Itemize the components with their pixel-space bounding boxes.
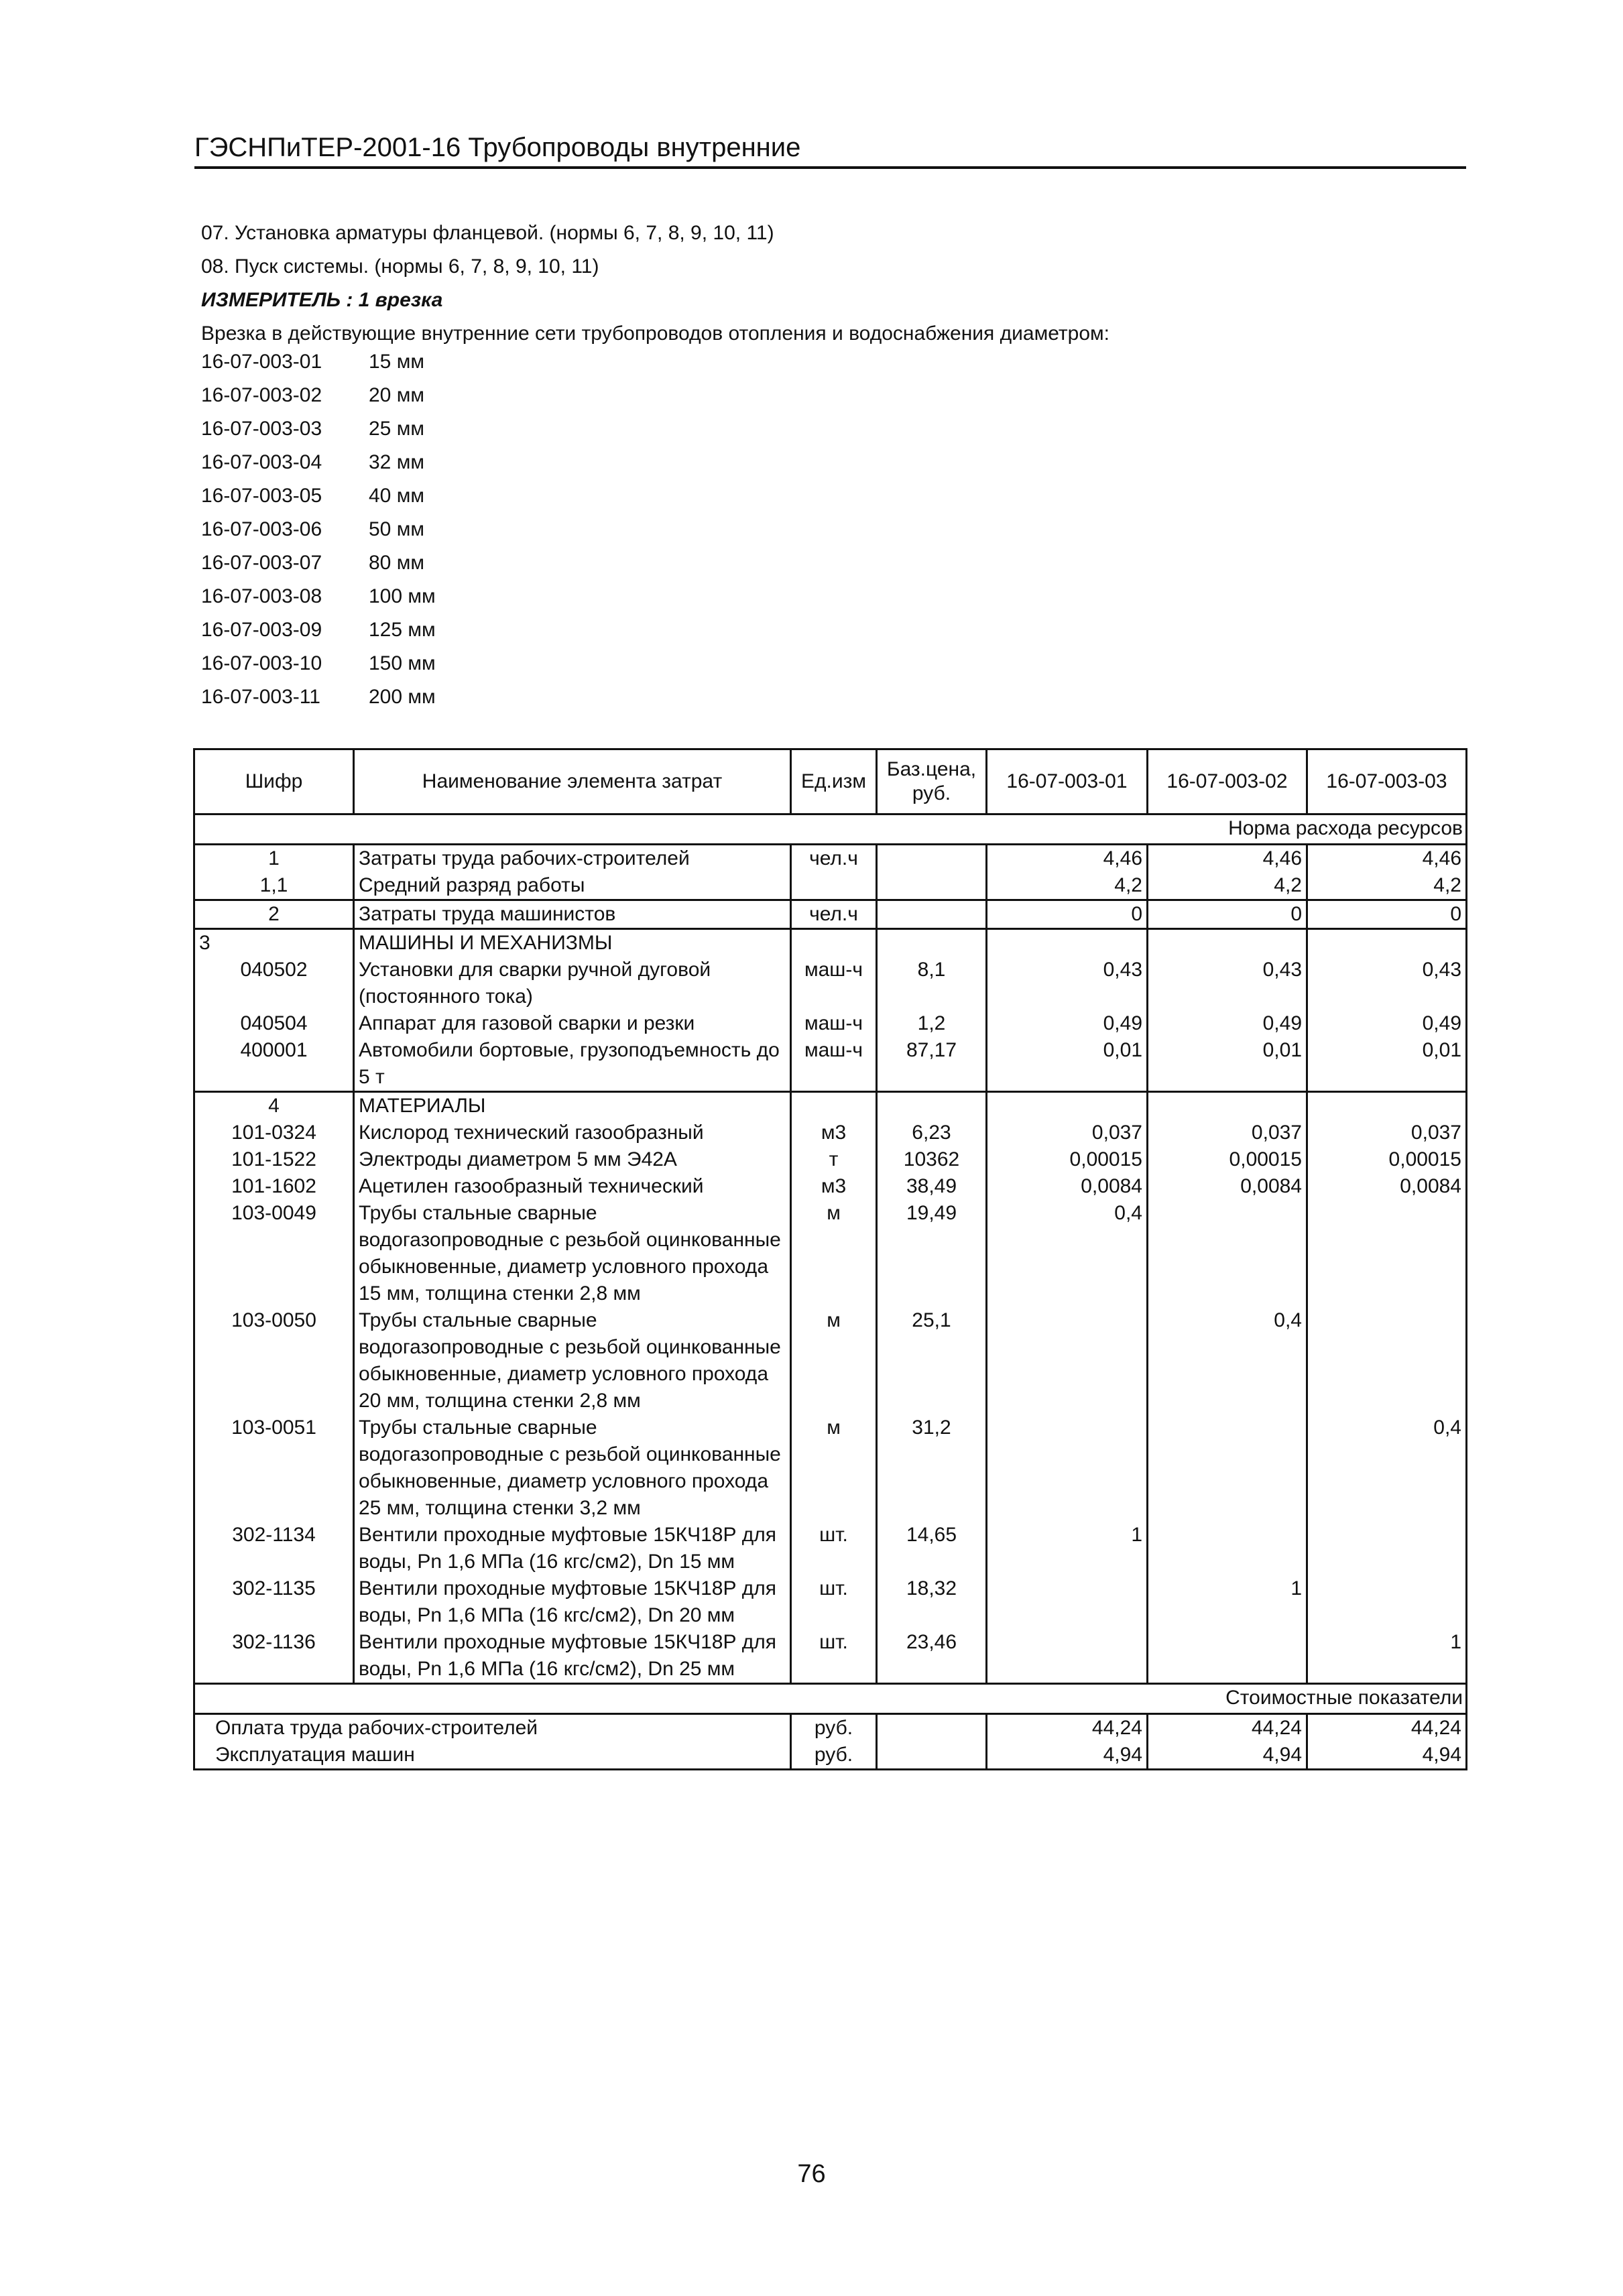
- cell-unit: [791, 929, 877, 957]
- cell-unit: м3: [791, 1120, 877, 1146]
- header-name: Наименование элемента затрат: [354, 749, 791, 814]
- cell-name: Трубы стальные сварные водогазопроводные с резьбой оцинкованные обыкновенные, диаметр условного прохода 25 мм, толщина стенки 3,2 мм: [354, 1414, 791, 1522]
- cell-unit: [791, 872, 877, 900]
- cell-norm-03: 4,46: [1307, 845, 1467, 873]
- cell-norm-02: 4,46: [1148, 845, 1307, 873]
- cell-norm-02: 0: [1148, 900, 1307, 929]
- diameter-value: 20 мм: [369, 384, 424, 406]
- cost-value-03: 44,24: [1307, 1714, 1467, 1742]
- cell-unit: чел.ч: [791, 900, 877, 929]
- cell-name: Трубы стальные сварные водогазопроводные с резьбой оцинкованные обыкновенные, диаметр условного прохода 15 мм, толщина стенки 2,8 мм: [354, 1200, 791, 1307]
- intro-line-08: 08. Пуск системы. (нормы 6, 7, 8, 9, 10, 11): [201, 255, 599, 278]
- cell-norm-02: 0,01: [1148, 1037, 1307, 1092]
- cell-price: 87,17: [877, 1037, 987, 1092]
- code-value: 16-07-003-02: [201, 384, 322, 406]
- cell-price: 18,32: [877, 1575, 987, 1629]
- code-value: 16-07-003-07: [201, 552, 322, 574]
- cell-norm-02: [1148, 1414, 1307, 1522]
- cell-norm-02: [1148, 1629, 1307, 1684]
- cell-norm-01: 0,49: [987, 1010, 1148, 1037]
- header-code: Шифр: [194, 749, 354, 814]
- diameter-value: 100 мм: [369, 585, 436, 607]
- cell-norm-02: [1148, 929, 1307, 957]
- cell-norm-01: 0,00015: [987, 1146, 1148, 1173]
- cell-name: Автомобили бортовые, грузоподъемность до 5 т: [354, 1037, 791, 1092]
- code-value: 16-07-003-05: [201, 485, 322, 507]
- cell-code: 400001: [194, 1037, 354, 1092]
- cell-price: 38,49: [877, 1173, 987, 1200]
- cell-unit: маш-ч: [791, 1010, 877, 1037]
- cell-norm-02: [1148, 1092, 1307, 1120]
- cell-unit: м3: [791, 1173, 877, 1200]
- cell-norm-01: 4,46: [987, 845, 1148, 873]
- cost-value-01: 4,94: [987, 1742, 1148, 1770]
- cell-code: 103-0051: [194, 1414, 354, 1522]
- cell-norm-03: 0,4: [1307, 1414, 1467, 1522]
- cell-norm-01: 0,43: [987, 957, 1148, 1010]
- cell-norm-01: 0,037: [987, 1120, 1148, 1146]
- cell-unit: шт.: [791, 1629, 877, 1684]
- cell-norm-03: 0,037: [1307, 1120, 1467, 1146]
- cell-norm-01: [987, 1629, 1148, 1684]
- cell-code: 2: [194, 900, 354, 929]
- table-row: [194, 1629, 1467, 1684]
- cell-norm-02: 1: [1148, 1575, 1307, 1629]
- cell-norm-03: 1: [1307, 1629, 1467, 1684]
- code-value: 16-07-003-08: [201, 585, 322, 607]
- cell-code: 302-1135: [194, 1575, 354, 1629]
- cell-norm-01: [987, 1307, 1148, 1414]
- cell-price: 8,1: [877, 957, 987, 1010]
- cell-name: Установки для сварки ручной дуговой (постоянного тока): [354, 957, 791, 1010]
- cost-value-02: 4,94: [1148, 1742, 1307, 1770]
- cell-name: Ацетилен газообразный технический: [354, 1173, 791, 1200]
- cell-price: 10362: [877, 1146, 987, 1173]
- header-norm-01: 16-07-003-01: [987, 749, 1148, 814]
- code-value: 16-07-003-09: [201, 619, 322, 641]
- table-row: [194, 1037, 1467, 1092]
- header-unit: Ед.изм: [791, 749, 877, 814]
- diameter-value: 32 мм: [369, 451, 424, 473]
- cell-norm-02: 0,49: [1148, 1010, 1307, 1037]
- band-label: Норма расхода ресурсов: [194, 814, 1467, 845]
- code-value: 16-07-003-03: [201, 418, 322, 440]
- cell-price: 6,23: [877, 1120, 987, 1146]
- cell-price: 25,1: [877, 1307, 987, 1414]
- cell-norm-03: 0,00015: [1307, 1146, 1467, 1173]
- page-title: ГЭСНПиТЕР-2001-16 Трубопроводы внутренние: [194, 133, 801, 162]
- cell-norm-01: 1: [987, 1522, 1148, 1575]
- cell-norm-03: [1307, 1522, 1467, 1575]
- cell-code: 040504: [194, 1010, 354, 1037]
- cell-name: Трубы стальные сварные водогазопроводные с резьбой оцинкованные обыкновенные, диаметр условного прохода 20 мм, толщина стенки 2,8 мм: [354, 1307, 791, 1414]
- cell-name: Средний разряд работы: [354, 872, 791, 900]
- section-band-cost: [194, 1684, 1467, 1714]
- header-divider: [194, 166, 1466, 169]
- cell-norm-01: [987, 1414, 1148, 1522]
- cell-norm-03: [1307, 929, 1467, 957]
- cell-norm-03: 0,0084: [1307, 1173, 1467, 1200]
- cost-row: [194, 1742, 1467, 1770]
- diameter-value: 40 мм: [369, 485, 424, 507]
- cell-unit: м: [791, 1200, 877, 1307]
- cell-price: 19,49: [877, 1200, 987, 1307]
- header-price: Баз.цена, руб.: [877, 749, 987, 814]
- code-value: 16-07-003-10: [201, 652, 322, 674]
- cell-norm-03: 4,2: [1307, 872, 1467, 900]
- table-row: [194, 957, 1467, 1010]
- cell-name: Затраты труда рабочих-строителей: [354, 845, 791, 873]
- cost-unit: руб.: [791, 1742, 877, 1770]
- diameter-value: 50 мм: [369, 518, 424, 540]
- table-row: [194, 1173, 1467, 1200]
- diameter-value: 80 мм: [369, 552, 424, 574]
- table-row: [194, 872, 1467, 900]
- cell-unit: м: [791, 1414, 877, 1522]
- cost-value-02: 44,24: [1148, 1714, 1307, 1742]
- cell-norm-03: [1307, 1575, 1467, 1629]
- cell-unit: шт.: [791, 1575, 877, 1629]
- cost-name: Оплата труда рабочих-строителей: [194, 1714, 791, 1742]
- cell-norm-03: 0,49: [1307, 1010, 1467, 1037]
- cell-norm-03: 0,01: [1307, 1037, 1467, 1092]
- cell-name: МАТЕРИАЛЫ: [354, 1092, 791, 1120]
- cell-norm-01: [987, 1092, 1148, 1120]
- cell-norm-01: 0,01: [987, 1037, 1148, 1092]
- cell-norm-02: 4,2: [1148, 872, 1307, 900]
- cell-code: 040502: [194, 957, 354, 1010]
- cell-code: 103-0049: [194, 1200, 354, 1307]
- table-row: [194, 1414, 1467, 1522]
- diameter-value: 200 мм: [369, 686, 436, 708]
- cell-price: [877, 1092, 987, 1120]
- cell-norm-02: [1148, 1522, 1307, 1575]
- cell-price: 31,2: [877, 1414, 987, 1522]
- cell-unit: маш-ч: [791, 1037, 877, 1092]
- cell-code: 1: [194, 845, 354, 873]
- cost-row: [194, 1714, 1467, 1742]
- table-row: [194, 1010, 1467, 1037]
- cell-price: 14,65: [877, 1522, 987, 1575]
- cell-name: Электроды диаметром 5 мм Э42А: [354, 1146, 791, 1173]
- page-number: 76: [797, 2160, 826, 2188]
- cell-unit: чел.ч: [791, 845, 877, 873]
- intro-description: Врезка в действующие внутренние сети трубопроводов отопления и водоснабжения диаметром:: [201, 322, 1109, 345]
- cost-name: Эксплуатация машин: [194, 1742, 791, 1770]
- code-value: 16-07-003-11: [201, 686, 320, 708]
- table-row: [194, 845, 1467, 873]
- cell-code: 4: [194, 1092, 354, 1120]
- cell-norm-03: [1307, 1307, 1467, 1414]
- cell-norm-01: 0,4: [987, 1200, 1148, 1307]
- cell-norm-02: 0,4: [1148, 1307, 1307, 1414]
- cell-name: Вентили проходные муфтовые 15КЧ18Р для воды, Pn 1,6 МПа (16 кгс/см2), Dn 15 мм: [354, 1522, 791, 1575]
- cell-norm-03: [1307, 1092, 1467, 1120]
- cell-norm-01: 0: [987, 900, 1148, 929]
- cell-norm-03: [1307, 1200, 1467, 1307]
- table-row: [194, 1146, 1467, 1173]
- cell-unit: [791, 1092, 877, 1120]
- code-value: 16-07-003-04: [201, 451, 322, 473]
- cost-value-03: 4,94: [1307, 1742, 1467, 1770]
- measure-unit: ИЗМЕРИТЕЛЬ : 1 врезка: [201, 289, 443, 311]
- diameter-value: 150 мм: [369, 652, 436, 674]
- diameter-value: 15 мм: [369, 351, 424, 373]
- diameter-value: 25 мм: [369, 418, 424, 440]
- cell-unit: т: [791, 1146, 877, 1173]
- cell-name: Затраты труда машинистов: [354, 900, 791, 929]
- table-row: [194, 1575, 1467, 1629]
- diameter-value: 125 мм: [369, 619, 436, 641]
- cell-price: [877, 929, 987, 957]
- cell-code: 3: [194, 929, 354, 957]
- code-value: 16-07-003-01: [201, 351, 322, 373]
- cell-norm-01: [987, 929, 1148, 957]
- table-row-section: [194, 929, 1467, 957]
- cell-price: 23,46: [877, 1629, 987, 1684]
- cell-norm-03: 0,43: [1307, 957, 1467, 1010]
- resource-table: [193, 748, 1467, 1770]
- cell-code: 103-0050: [194, 1307, 354, 1414]
- cell-price: [877, 845, 987, 873]
- cell-name: Вентили проходные муфтовые 15КЧ18Р для воды, Pn 1,6 МПа (16 кгс/см2), Dn 25 мм: [354, 1629, 791, 1684]
- band-label: Стоимостные показатели: [194, 1684, 1467, 1714]
- cost-unit: руб.: [791, 1714, 877, 1742]
- cell-code: 302-1134: [194, 1522, 354, 1575]
- cost-price: [877, 1742, 987, 1770]
- cell-norm-01: 4,2: [987, 872, 1148, 900]
- cell-code: 101-1522: [194, 1146, 354, 1173]
- cell-code: 1,1: [194, 872, 354, 900]
- table-row: [194, 1307, 1467, 1414]
- table-row-section: [194, 1092, 1467, 1120]
- cell-name: Кислород технический газообразный: [354, 1120, 791, 1146]
- cell-unit: м: [791, 1307, 877, 1414]
- table-row: [194, 900, 1467, 929]
- intro-line-07: 07. Установка арматуры фланцевой. (нормы 6, 7, 8, 9, 10, 11): [201, 222, 774, 244]
- table-row: [194, 1120, 1467, 1146]
- cell-name: МАШИНЫ И МЕХАНИЗМЫ: [354, 929, 791, 957]
- cell-norm-03: 0: [1307, 900, 1467, 929]
- header-norm-03: 16-07-003-03: [1307, 749, 1467, 814]
- cell-norm-02: 0,0084: [1148, 1173, 1307, 1200]
- cell-norm-02: 0,037: [1148, 1120, 1307, 1146]
- cell-code: 302-1136: [194, 1629, 354, 1684]
- cell-norm-02: 0,00015: [1148, 1146, 1307, 1173]
- cell-code: 101-0324: [194, 1120, 354, 1146]
- cost-price: [877, 1714, 987, 1742]
- cell-name: Аппарат для газовой сварки и резки: [354, 1010, 791, 1037]
- section-band-norm: [194, 814, 1467, 845]
- code-value: 16-07-003-06: [201, 518, 322, 540]
- table-header-row: [194, 749, 1467, 814]
- cell-price: [877, 900, 987, 929]
- cell-price: [877, 872, 987, 900]
- cell-unit: маш-ч: [791, 957, 877, 1010]
- cell-code: 101-1602: [194, 1173, 354, 1200]
- cell-norm-01: [987, 1575, 1148, 1629]
- table-row: [194, 1200, 1467, 1307]
- cell-norm-02: 0,43: [1148, 957, 1307, 1010]
- cell-norm-01: 0,0084: [987, 1173, 1148, 1200]
- cell-price: 1,2: [877, 1010, 987, 1037]
- cost-value-01: 44,24: [987, 1714, 1148, 1742]
- cell-norm-02: [1148, 1200, 1307, 1307]
- header-norm-02: 16-07-003-02: [1148, 749, 1307, 814]
- cell-name: Вентили проходные муфтовые 15КЧ18Р для воды, Pn 1,6 МПа (16 кгс/см2), Dn 20 мм: [354, 1575, 791, 1629]
- table-row: [194, 1522, 1467, 1575]
- cell-unit: шт.: [791, 1522, 877, 1575]
